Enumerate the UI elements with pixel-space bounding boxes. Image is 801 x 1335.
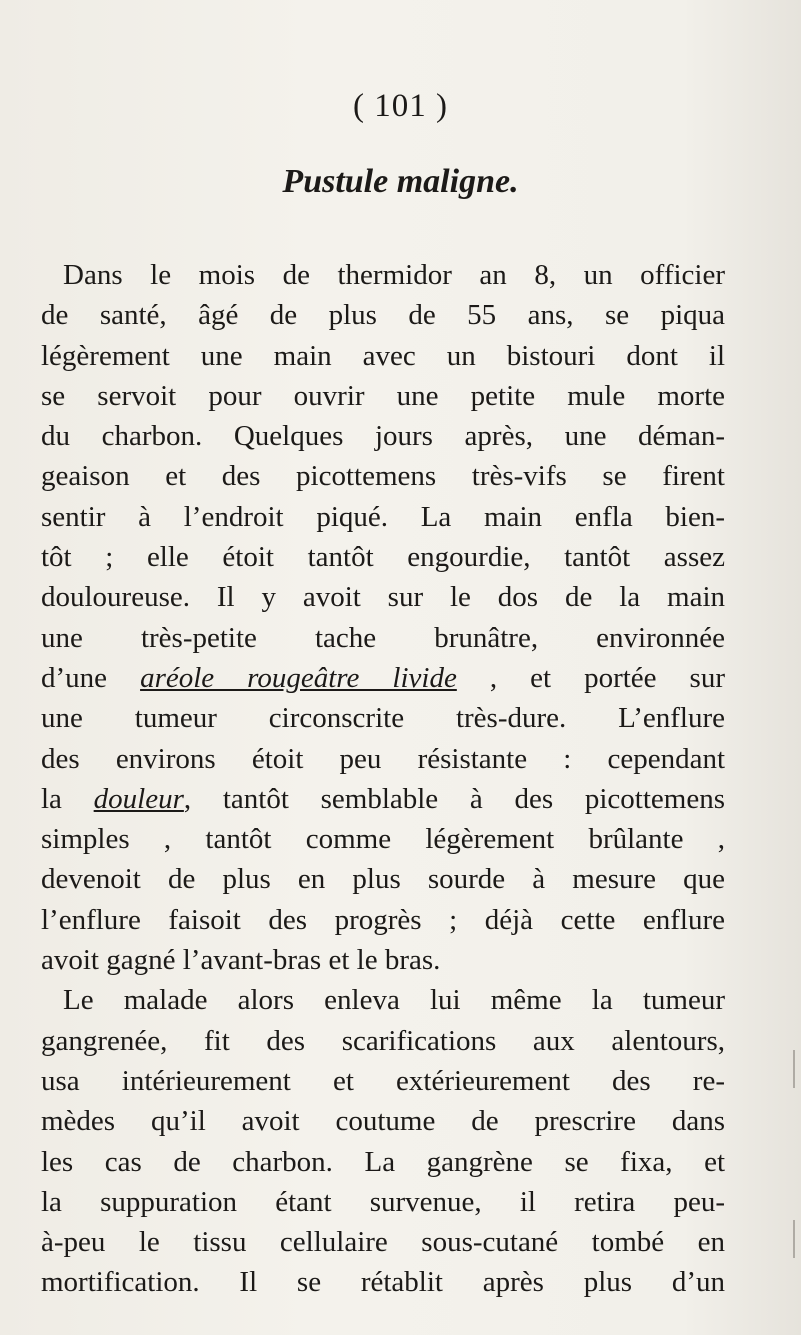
text-segment: des environs étoit peu résistante : cependant (41, 742, 725, 775)
text-segment: les cas de charbon. La gangrène se fixa, et (41, 1145, 725, 1178)
text-line (41, 698, 725, 738)
text-line (41, 376, 725, 416)
page-edge-mark (783, 1220, 795, 1258)
text-segment: d’une (41, 661, 141, 694)
text-segment: du charbon. Quelques jours après, une déman- (41, 420, 725, 453)
text-line (41, 1222, 725, 1262)
text-segment: la suppuration étant survenue, il retira peu- (41, 1185, 725, 1218)
text-segment: l’enflure faisoit des progrès ; déjà cette enflure (41, 903, 725, 936)
text-segment: Le malade alors enleva lui même la tumeur (63, 984, 725, 1017)
page-number: ( 101 ) (353, 88, 448, 124)
text-segment: usa intérieurement et extérieurement des re- (41, 1064, 725, 1097)
text-line (41, 416, 725, 456)
text-line (41, 295, 725, 335)
text-segment: la (41, 782, 94, 815)
text-line (41, 980, 725, 1020)
emphasized-text: douleur (93, 782, 184, 815)
text-line (41, 658, 725, 698)
text-line (41, 779, 725, 819)
section-title: Pustule maligne. (282, 163, 519, 200)
text-segment: une tumeur circonscrite très-dure. L’enflure (41, 702, 725, 735)
text-line (41, 859, 725, 899)
text-segment: , et portée sur (456, 661, 725, 694)
text-line (41, 1061, 725, 1101)
page-edge-mark (783, 1050, 795, 1088)
text-line (41, 739, 725, 779)
text-line (41, 1101, 725, 1141)
text-segment: geaison et des picottemens très-vifs se firent (41, 460, 725, 493)
text-segment: mèdes qu’il avoit coutume de prescrire dans (41, 1105, 725, 1138)
text-segment: légèrement une main avec un bistouri dont il (41, 339, 725, 372)
text-segment: devenoit de plus en plus sourde à mesure que (41, 863, 725, 896)
text-line (41, 618, 725, 658)
text-segment: avoit gagné l’avant-bras et le bras. (41, 944, 441, 977)
text-segment: douloureuse. Il y avoit sur le dos de la main (41, 581, 725, 614)
text-segment: sentir à l’endroit piqué. La main enfla bien- (41, 500, 725, 533)
text-segment: se servoit pour ouvrir une petite mule morte (41, 379, 725, 412)
text-segment: une très-petite tache brunâtre, environnée (41, 621, 725, 654)
text-segment: de santé, âgé de plus de 55 ans, se piqua (41, 299, 725, 332)
text-line (41, 456, 725, 496)
text-line (41, 255, 725, 295)
text-segment: mortification. Il se rétablit après plus d’un (41, 1266, 725, 1299)
text-segment: Dans le mois de thermidor an 8, un officier (63, 259, 725, 291)
text-line (41, 900, 725, 940)
text-line (41, 819, 725, 859)
text-line (41, 577, 725, 617)
text-line (41, 537, 725, 577)
text-segment: simples , tantôt comme légèrement brûlante , (41, 823, 725, 856)
emphasized-text: aréole rougeâtre livide (140, 661, 457, 694)
text-line (41, 1021, 725, 1061)
body-text (41, 255, 725, 1303)
text-line (41, 940, 725, 980)
text-line (41, 1182, 725, 1222)
text-line (41, 336, 725, 376)
text-segment: gangrenée, fit des scarifications aux alentours, (41, 1024, 725, 1057)
text-line (41, 1142, 725, 1182)
text-segment: , tantôt semblable à des picottemens (183, 782, 725, 815)
text-line (41, 497, 725, 537)
text-segment: tôt ; elle étoit tantôt engourdie, tantôt assez (41, 541, 725, 574)
text-segment: à-peu le tissu cellulaire sous-cutané tombé en (41, 1226, 725, 1259)
text-line (41, 1262, 725, 1302)
